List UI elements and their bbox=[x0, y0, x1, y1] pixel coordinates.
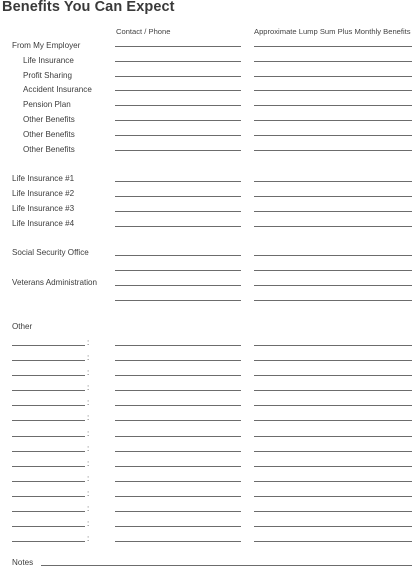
colon: : bbox=[87, 413, 90, 422]
colon: : bbox=[87, 534, 90, 543]
colon: : bbox=[87, 338, 90, 347]
contact-line[interactable] bbox=[115, 390, 241, 391]
amount-line[interactable] bbox=[254, 420, 412, 421]
amount-line[interactable] bbox=[254, 541, 412, 542]
employer-item-label: Pension Plan bbox=[23, 100, 71, 109]
contact-line[interactable] bbox=[115, 76, 241, 77]
contact-line[interactable] bbox=[115, 211, 241, 212]
amount-line[interactable] bbox=[254, 451, 412, 452]
contact-line[interactable] bbox=[115, 150, 241, 151]
other-name-line[interactable] bbox=[12, 405, 85, 406]
contact-line[interactable] bbox=[115, 466, 241, 467]
employer-item-label: Other Benefits bbox=[23, 115, 75, 124]
amount-line[interactable] bbox=[254, 120, 412, 121]
contact-line[interactable] bbox=[115, 526, 241, 527]
amount-line[interactable] bbox=[254, 270, 412, 271]
colon: : bbox=[87, 459, 90, 468]
colon: : bbox=[87, 474, 90, 483]
amount-line[interactable] bbox=[254, 481, 412, 482]
employer-contact-line[interactable] bbox=[115, 46, 241, 47]
colon: : bbox=[87, 429, 90, 438]
employer-amount-line[interactable] bbox=[254, 46, 412, 47]
colon: : bbox=[87, 383, 90, 392]
colon: : bbox=[87, 368, 90, 377]
employer-item-label: Other Benefits bbox=[23, 145, 75, 154]
contact-line[interactable] bbox=[115, 255, 241, 256]
contact-line[interactable] bbox=[115, 135, 241, 136]
other-name-line[interactable] bbox=[12, 420, 85, 421]
contact-line[interactable] bbox=[115, 181, 241, 182]
other-name-line[interactable] bbox=[12, 436, 85, 437]
life-policy-label: Life Insurance #4 bbox=[12, 219, 75, 228]
colon: : bbox=[87, 519, 90, 528]
colon: : bbox=[87, 444, 90, 453]
amount-line[interactable] bbox=[254, 181, 412, 182]
veterans-label: Veterans Administration bbox=[12, 278, 98, 287]
amount-line[interactable] bbox=[254, 211, 412, 212]
contact-line[interactable] bbox=[115, 405, 241, 406]
other-name-line[interactable] bbox=[12, 466, 85, 467]
colon: : bbox=[87, 353, 90, 362]
amount-line[interactable] bbox=[254, 345, 412, 346]
amount-line[interactable] bbox=[254, 105, 412, 106]
colon: : bbox=[87, 504, 90, 513]
amount-line[interactable] bbox=[254, 375, 412, 376]
amount-line[interactable] bbox=[254, 405, 412, 406]
contact-line[interactable] bbox=[115, 226, 241, 227]
contact-line[interactable] bbox=[115, 496, 241, 497]
contact-line[interactable] bbox=[115, 436, 241, 437]
contact-line[interactable] bbox=[115, 120, 241, 121]
contact-line[interactable] bbox=[115, 285, 241, 286]
contact-line[interactable] bbox=[115, 345, 241, 346]
employer-item-label: Profit Sharing bbox=[23, 71, 73, 80]
amount-line[interactable] bbox=[254, 226, 412, 227]
contact-line[interactable] bbox=[115, 481, 241, 482]
employer-item-label: Other Benefits bbox=[23, 130, 75, 139]
contact-line[interactable] bbox=[115, 541, 241, 542]
other-name-line[interactable] bbox=[12, 526, 85, 527]
amount-line[interactable] bbox=[254, 496, 412, 497]
other-name-line[interactable] bbox=[12, 360, 85, 361]
colon: : bbox=[87, 489, 90, 498]
amount-line[interactable] bbox=[254, 300, 412, 301]
amount-line[interactable] bbox=[254, 76, 412, 77]
other-heading: Other bbox=[12, 322, 33, 331]
amount-line[interactable] bbox=[254, 466, 412, 467]
amount-line[interactable] bbox=[254, 526, 412, 527]
other-name-line[interactable] bbox=[12, 390, 85, 391]
other-name-line[interactable] bbox=[12, 541, 85, 542]
amount-line[interactable] bbox=[254, 255, 412, 256]
amount-line[interactable] bbox=[254, 196, 412, 197]
contact-line[interactable] bbox=[115, 196, 241, 197]
amount-column-header: Approximate Lump Sum Plus Monthly Benefits bbox=[254, 27, 411, 36]
employer-heading: From My Employer bbox=[12, 41, 81, 50]
other-name-line[interactable] bbox=[12, 511, 85, 512]
contact-line[interactable] bbox=[115, 300, 241, 301]
life-policy-label: Life Insurance #3 bbox=[12, 204, 75, 213]
colon: : bbox=[87, 398, 90, 407]
amount-line[interactable] bbox=[254, 90, 412, 91]
other-name-line[interactable] bbox=[12, 481, 85, 482]
employer-item-label: Accident Insurance bbox=[23, 85, 92, 94]
contact-line[interactable] bbox=[115, 270, 241, 271]
other-name-line[interactable] bbox=[12, 451, 85, 452]
life-policy-label: Life Insurance #1 bbox=[12, 174, 75, 183]
contact-line[interactable] bbox=[115, 90, 241, 91]
contact-line[interactable] bbox=[115, 61, 241, 62]
other-name-line[interactable] bbox=[12, 375, 85, 376]
notes-line[interactable] bbox=[41, 565, 412, 566]
life-policy-label: Life Insurance #2 bbox=[12, 189, 75, 198]
amount-line[interactable] bbox=[254, 436, 412, 437]
amount-line[interactable] bbox=[254, 285, 412, 286]
other-name-line[interactable] bbox=[12, 345, 85, 346]
amount-line[interactable] bbox=[254, 61, 412, 62]
amount-line[interactable] bbox=[254, 150, 412, 151]
amount-line[interactable] bbox=[254, 390, 412, 391]
notes-label: Notes bbox=[12, 558, 34, 567]
other-name-line[interactable] bbox=[12, 496, 85, 497]
amount-line[interactable] bbox=[254, 360, 412, 361]
contact-line[interactable] bbox=[115, 105, 241, 106]
page-title: Benefits You Can Expect bbox=[2, 0, 175, 15]
contact-line[interactable] bbox=[115, 375, 241, 376]
amount-line[interactable] bbox=[254, 135, 412, 136]
contact-line[interactable] bbox=[115, 451, 241, 452]
employer-item-label: Life Insurance bbox=[23, 56, 74, 65]
contact-line[interactable] bbox=[115, 420, 241, 421]
contact-column-header: Contact / Phone bbox=[116, 27, 171, 36]
contact-line[interactable] bbox=[115, 360, 241, 361]
contact-line[interactable] bbox=[115, 511, 241, 512]
amount-line[interactable] bbox=[254, 511, 412, 512]
social-security-label: Social Security Office bbox=[12, 248, 89, 257]
